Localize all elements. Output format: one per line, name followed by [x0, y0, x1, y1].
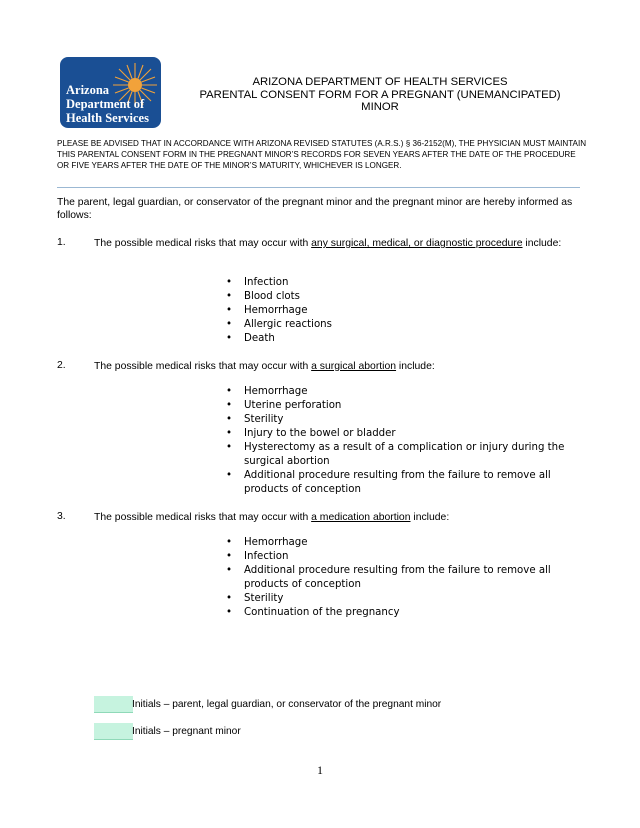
list-item: • Death	[226, 332, 586, 346]
list-item: • Continuation of the pregnancy	[226, 606, 586, 620]
intro-paragraph: The parent, legal guardian, or conservator of the pregnant minor and the pregnant minor are hereby informed as follows:	[57, 197, 573, 221]
risk-list	[226, 276, 586, 346]
item-text	[94, 360, 574, 373]
list-item: • Infection	[226, 276, 586, 290]
list-item: • Uterine perforation	[226, 399, 586, 413]
logo-line-1: Arizona	[66, 83, 110, 97]
minor-initials-label: Initials – pregnant minor	[132, 726, 241, 737]
item-prefix: The possible medical risks that may occur with	[94, 238, 312, 249]
item-prefix: The possible medical risks that may occur with	[94, 361, 312, 372]
item-underlined: a medication abortion	[311, 512, 411, 523]
list-item: • Sterility	[226, 592, 586, 606]
list-item: • Hemorrhage	[226, 385, 586, 399]
list-item: • Hemorrhage	[226, 536, 586, 550]
item-underlined: a surgical abortion	[311, 361, 397, 372]
minor-initials-field[interactable]	[94, 723, 133, 740]
adhs-logo	[60, 57, 161, 128]
list-item: • Allergic reactions	[226, 318, 586, 332]
title-line-1: ARIZONA DEPARTMENT OF HEALTH SERVICES	[252, 76, 508, 88]
item-suffix: include:	[396, 361, 435, 372]
item-suffix: include:	[410, 512, 450, 523]
parent-initials-label: Initials – parent, legal guardian, or conservator of the pregnant minor	[132, 699, 442, 710]
list-item: • Infection	[226, 550, 586, 564]
logo-line-3: Health Services	[66, 111, 149, 125]
item-number: 2.	[57, 360, 66, 371]
list-item: • Additional procedure resulting from the failure to remove all products of conception	[226, 469, 586, 497]
page-number: 1	[317, 763, 323, 777]
item-underlined: any surgical, medical, or diagnostic procedure	[311, 238, 523, 249]
item-number: 1.	[57, 237, 66, 248]
divider	[57, 187, 580, 188]
item-text	[94, 511, 574, 524]
item-suffix: include:	[522, 238, 562, 249]
list-item: • Hysterectomy as a result of a complication or injury during the surgical abortion	[226, 441, 586, 469]
risk-list	[226, 385, 586, 497]
list-item: • Hemorrhage	[226, 304, 586, 318]
list-item: • Sterility	[226, 413, 586, 427]
risk-list	[226, 536, 586, 620]
item-text	[94, 237, 574, 250]
title-line-2: PARENTAL CONSENT FORM FOR A PREGNANT (UNEMANCIPATED)	[199, 88, 561, 101]
logo-line-2: Department of	[66, 97, 145, 111]
title-line-3: MINOR	[361, 101, 399, 113]
document-title	[180, 76, 580, 114]
advisory-notice: PLEASE BE ADVISED THAT IN ACCORDANCE WITH ARIZONA REVISED STATUTES (A.R.S.) § 36-2152(M), THE PHYSICIAN MUST MAINTAIN THIS PARENTAL CONSENT FORM IN THE PREGNANT MINOR’S RECORDS FOR SEVEN YEARS AFTER THE DATE OF THE PROCEDURE OR FIVE YEARS AFTER THE DATE OF THE MINOR’S MATURITY, WHICHEVER IS LONGER.	[57, 139, 587, 170]
list-item: • Blood clots	[226, 290, 586, 304]
list-item: • Additional procedure resulting from the failure to remove all products of conception	[226, 564, 586, 592]
item-prefix: The possible medical risks that may occur with	[94, 512, 312, 523]
parent-initials-field[interactable]	[94, 696, 133, 713]
list-item: • Injury to the bowel or bladder	[226, 427, 586, 441]
item-number: 3.	[57, 511, 66, 522]
